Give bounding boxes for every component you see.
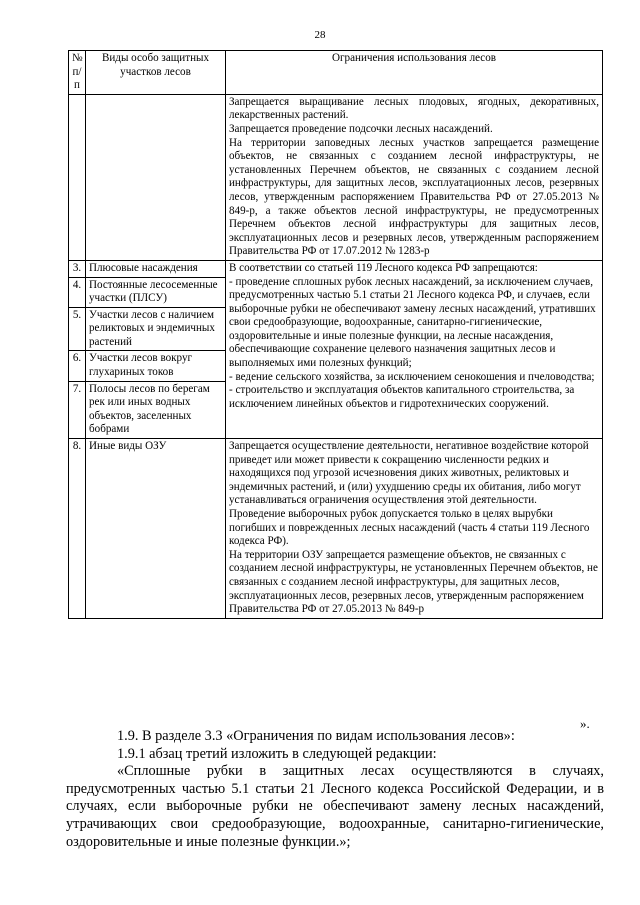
- row-name: Постоянные лесосеменные участки (ПЛСУ): [86, 277, 226, 307]
- continuation-cell: [226, 94, 603, 260]
- group-restriction-cell: [226, 260, 603, 438]
- row-name: Иные виды ОЗУ: [86, 439, 226, 619]
- row-name: Участки лесов вокруг глухариных токов: [86, 351, 226, 381]
- restriction-paragraph: В соответствии со статьей 119 Лесного кодекса РФ запрещаются:: [229, 261, 538, 274]
- row-name: Полосы лесов по берегам рек или иных водных объектов, заселенных бобрами: [86, 381, 226, 438]
- restrictions-table: [68, 50, 603, 619]
- header-type: Виды особо защитных участков лесов: [86, 51, 226, 95]
- section-paragraph: 1.9.1 абзац третий изложить в следующей редакции:: [117, 745, 437, 762]
- continuation-paragraph: На территории заповедных лесных участков запрещается размещение объектов, не связанных с созданием лесной инфраструктуры, не установленных Перечнем объектов, не связанных с созданием лесной инфраструктуры, для защитных лесов, эксплуатационных лесов, резервных лесов, утвержденным распоряжением Правительства РФ от 27.05.2013 № 849-р, а также объектов лесной инфраструктуры, не предусмотренных Перечнем объектов лесной инфраструктуры для защитных лесов, эксплуатационных лесов и резервных лесов, утвержденным распоряжением Правительства РФ от 17.07.2012 № 1283-р: [229, 136, 599, 258]
- row-number: 7.: [69, 381, 86, 438]
- table-row: [69, 260, 603, 277]
- header-num: № п/п: [69, 51, 86, 95]
- quoted-paragraph: «Сплошные рубки в защитных лесах осуществляются в случаях, предусмотренных частью 5.1 статьи 21 Лесного кодекса Российской Федерации, и в случаях, если выборочные рубки не обеспечивают замену лесных насаждений, утрачивающих свои средообразующие, водоохранные, санитарно-гигиенические, оздоровительные и иные полезные функции.»;: [66, 763, 604, 850]
- closing-quote: ».: [580, 716, 590, 731]
- row-number: 8.: [69, 439, 86, 619]
- restriction-paragraph: - строительство и эксплуатация объектов капитального строительства, за исключением линейных объектов и гидротехнических сооружений.: [229, 384, 575, 410]
- restriction-paragraph: Запрещается осуществление деятельности, негативное воздействие которой приведет или может привести к сокращению численности редких и находящихся под угрозой исчезновения диких животных, реликтовых и эндемичных растений, и (или) ухудшению среды их обитания, либо могут устанавливаться ограничения осуществления этой деятельности.: [229, 440, 589, 507]
- other-restriction-cell: [226, 439, 603, 619]
- text-after-table: [66, 728, 604, 851]
- row-number: 4.: [69, 277, 86, 307]
- table-row: [69, 439, 603, 619]
- section-paragraph: 1.9. В разделе 3.3 «Ограничения по видам использования лесов»:: [117, 728, 515, 744]
- continuation-paragraph: Запрещается проведение подсочки лесных насаждений.: [229, 122, 493, 135]
- restriction-paragraph: - ведение сельского хозяйства, за исключением сенокошения и пчеловодства;: [229, 370, 595, 383]
- row-number: 3.: [69, 260, 86, 277]
- row-number: 6.: [69, 351, 86, 381]
- page-number: 28: [314, 29, 326, 41]
- row-name: Плюсовые насаждения: [86, 260, 226, 277]
- restriction-paragraph: - проведение сплошных рубок лесных насаждений, за исключением случаев, предусмотренных частью 5.1 статьи 21 Лесного кодекса РФ, и случаев, если выборочные рубки не обеспечивают замену лесных насаждений, утративших свои средообразующие, водоохранные, санитарно-гигиенические, оздоровительные и иные полезные функции, на лесные насаждения, обеспечивающие сохранение целевого назначения защитных лесов и выполняемых ими полезных функций;: [229, 275, 596, 370]
- restriction-paragraph: Проведение выборочных рубок допускается только в целях вырубки погибших и поврежденных лесных насаждений (часть 4 статьи 119 Лесного кодекса РФ).: [229, 508, 590, 548]
- header-restrictions: Ограничения использования лесов: [226, 51, 603, 95]
- table-row-continuation: [69, 94, 603, 260]
- restriction-paragraph: На территории ОЗУ запрещается размещение объектов, не связанных с созданием лесной инфраструктуры, не установленных Перечнем объектов, не связанных с созданием лесной инфраструктуры, для защитных лесов, эксплуатационных лесов, резервных лесов, утвержденным распоряжением Правительства РФ от 27.05.2013 № 849-р: [229, 548, 598, 616]
- row-name: Участки лесов с наличием реликтовых и эндемичных растений: [86, 307, 226, 351]
- continuation-paragraph: Запрещается выращивание лесных плодовых, ягодных, декоративных, лекарственных растений.: [229, 95, 599, 122]
- table-header-row: [69, 51, 603, 95]
- row-number: 5.: [69, 307, 86, 351]
